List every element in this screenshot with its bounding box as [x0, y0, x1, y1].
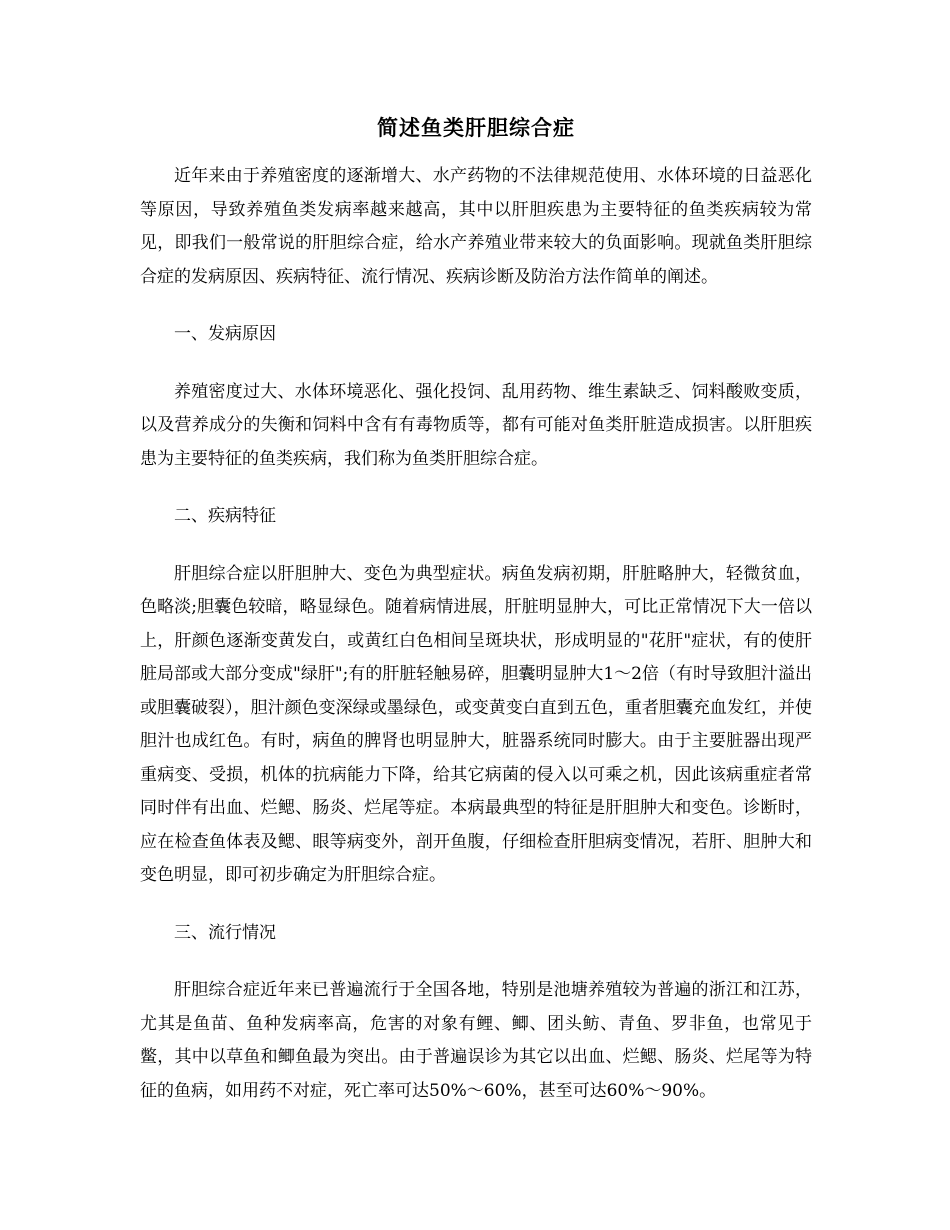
- section-heading-features: 二、疾病特征: [174, 506, 276, 526]
- section-body-causes: 养殖密度过大、水体环境恶化、强化投饲、乱用药物、维生素缺乏、饲料酸败变质，以及营养成分的失衡和饲料中含有有毒物质等，都有可能对鱼类肝脏造成损害。以肝胆疾患为主要特征的鱼类疾病，我们称为鱼类肝胆综合症。: [140, 381, 812, 469]
- section-heading-causes: 一、发病原因: [174, 324, 276, 344]
- spacer: [140, 950, 812, 974]
- spacer: [140, 476, 812, 500]
- spacer: [140, 893, 812, 917]
- spacer: [140, 352, 812, 376]
- document-title: 简述鱼类肝胆综合症: [377, 115, 575, 140]
- spacer: [140, 294, 812, 318]
- section-body-epidemic: 肝胆综合症近年来已普遍流行于全国各地，特别是池塘养殖较为普遍的浙江和江苏，尤其是鱼苗、鱼种发病率高，危害的对象有鲤、鲫、团头鲂、青鱼、罗非鱼，也常见于鳖，其中以草鱼和鲫鱼最为突出。由于普遍误诊为其它以出血、烂鳃、肠炎、烂尾等为特征的鱼病，如用药不对症，死亡率可达50%～60%，甚至可达60%～90%。: [140, 980, 812, 1101]
- intro-paragraph: 近年来由于养殖密度的逐渐增大、水产药物的不法律规范使用、水体环境的日益恶化等原因，导致养殖鱼类发病率越来越高，其中以肝胆疾患为主要特征的鱼类疾病较为常见，即我们一般常说的肝胆综合症，给水产养殖业带来较大的负面影响。现就鱼类肝胆综合症的发病原因、疾病特征、流行情况、疾病诊断及防治方法作简单的阐述。: [140, 166, 812, 287]
- section-body-features: 肝胆综合症以肝胆肿大、变色为典型症状。病鱼发病初期，肝脏略肿大，轻微贫血，色略淡;胆囊色较暗，略显绿色。随着病情进展，肝脏明显肿大，可比正常情况下大一倍以上，肝颜色逐渐变黄发白，或黄红白色相间呈斑块状，形成明显的"花肝"症状，有的使肝脏局部或大部分变成"绿肝";有的肝脏轻触易碎，胆囊明显肿大1～2倍（有时导致胆汁溢出或胆囊破裂），胆汁颜色变深绿或墨绿色，或变黄变白直到五色，重者胆囊充血发红，并使胆汁也成红色。有时，病鱼的脾肾也明显肿大，脏器系统同时膨大。由于主要脏器出现严重病变、受损，机体的抗病能力下降，给其它病菌的侵入以可乘之机，因此该病重症者常同时伴有出血、烂鳃、肠炎、烂尾等症。本病最典型的特征是肝胆肿大和变色。诊断时，应在检查鱼体表及鳃、眼等病变外，剖开鱼腹，仔细检查肝胆病变情况，若肝、胆肿大和变色明显，即可初步确定为肝胆综合症。: [140, 563, 812, 885]
- document-page: [140, 112, 812, 1108]
- spacer: [140, 534, 812, 558]
- section-heading-epidemic: 三、流行情况: [174, 922, 276, 943]
